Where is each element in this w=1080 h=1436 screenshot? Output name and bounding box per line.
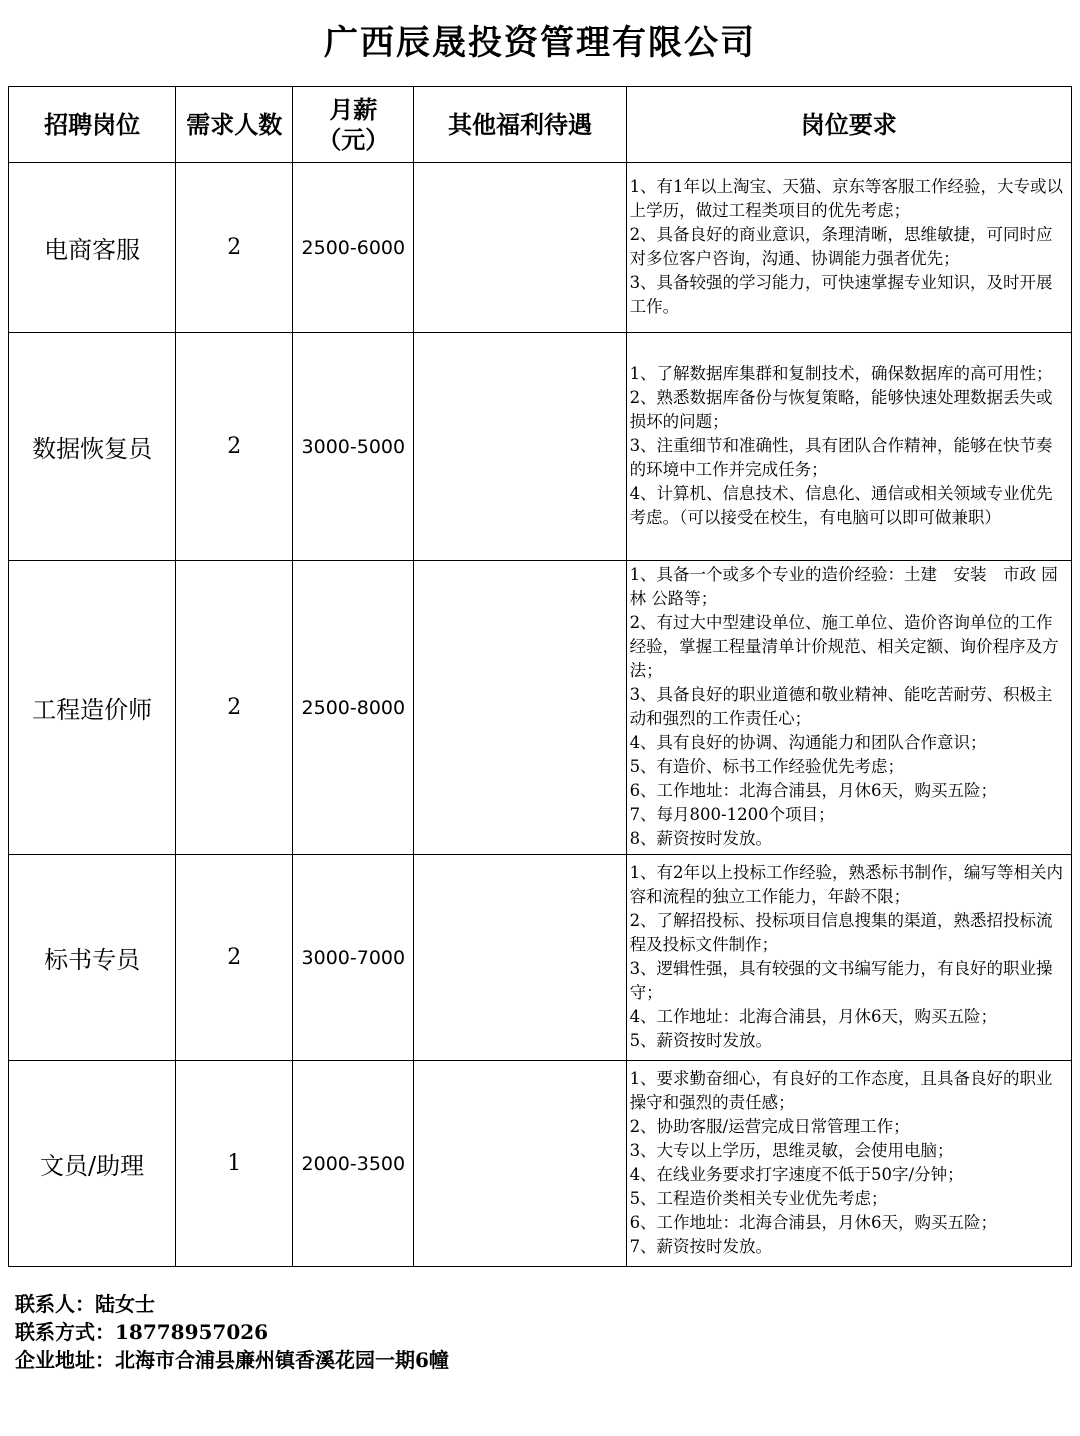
cell-salary: 2000-3500 [293, 1061, 414, 1267]
table-row [9, 855, 1072, 1061]
header-salary [293, 87, 414, 163]
cell-requirements [626, 1061, 1071, 1267]
requirement-item: 5、工程造价类相关专业优先考虑； [629, 1189, 888, 1208]
requirement-item: 1、有2年以上投标工作经验，熟悉标书制作，编写等相关内容和流程的独立工作能力，年龄不限； [629, 863, 1064, 906]
header-salary-line1: 月薪 [329, 94, 378, 124]
requirement-item: 2、熟悉数据库备份与恢复策略，能够快速处理数据丢失或损坏的问题； [629, 388, 1053, 431]
requirement-item: 1、了解数据库集群和复制技术，确保数据库的高可用性； [629, 364, 1053, 383]
cell-benefits [414, 1061, 626, 1267]
cell-position: 标书专员 [9, 855, 176, 1061]
cell-position: 数据恢复员 [9, 333, 176, 561]
requirement-item: 3、注重细节和准确性，具有团队合作精神，能够在快节奏的环境中工作并完成任务； [629, 436, 1053, 479]
cell-benefits [414, 163, 626, 333]
cell-benefits [414, 855, 626, 1061]
cell-requirements [626, 855, 1071, 1061]
requirement-item: 4、在线业务要求打字速度不低于50字/分钟； [629, 1165, 964, 1184]
requirement-item: 7、每月800-1200个项目； [629, 805, 835, 824]
requirement-item: 6、工作地址：北海合浦县，月休6天，购买五险； [629, 1213, 998, 1232]
cell-count: 2 [176, 163, 293, 333]
cell-requirements [626, 163, 1071, 333]
header-benefits: 其他福利待遇 [414, 87, 626, 163]
requirement-item: 8、薪资按时发放。 [629, 829, 773, 848]
contact-person: 联系人：陆女士 [15, 1292, 155, 1316]
header-salary-line2: （元） [317, 124, 390, 154]
requirement-item: 2、协助客服/运营完成日常管理工作； [629, 1117, 910, 1136]
cell-count: 2 [176, 855, 293, 1061]
requirement-item: 7、薪资按时发放。 [629, 1237, 773, 1256]
contact-phone: 联系方式：18778957026 [15, 1320, 269, 1344]
requirement-item: 1、有1年以上淘宝、天猫、京东等客服工作经验，大专或以上学历，做过工程类项目的优先考虑； [629, 177, 1064, 220]
requirement-item: 2、有过大中型建设单位、施工单位、造价咨询单位的工作经验，掌握工程量清单计价规范、相关定额、询价程序及方法； [629, 613, 1059, 680]
table-row [9, 163, 1072, 333]
cell-count: 1 [176, 1061, 293, 1267]
contact-info [15, 1290, 449, 1374]
requirement-item: 4、计算机、信息技术、信息化、通信或相关领域专业优先考虑。（可以接受在校生，有电脑可以即可做兼职） [629, 484, 1053, 527]
requirement-item: 4、工作地址：北海合浦县，月休6天，购买五险； [629, 1007, 998, 1026]
cell-salary: 2500-6000 [293, 163, 414, 333]
page-title: 广西辰晟投资管理有限公司 [324, 23, 756, 63]
requirement-item: 6、工作地址：北海合浦县，月休6天，购买五险； [629, 781, 998, 800]
cell-position: 电商客服 [9, 163, 176, 333]
cell-position: 文员/助理 [9, 1061, 176, 1267]
requirement-item: 4、具有良好的协调、沟通能力和团队合作意识； [629, 733, 987, 752]
table-header-row [9, 87, 1072, 163]
cell-count: 2 [176, 561, 293, 855]
cell-requirements [626, 561, 1071, 855]
requirement-item: 1、要求勤奋细心，有良好的工作态度，且具备良好的职业操守和强烈的责任感； [629, 1069, 1053, 1112]
header-requirements: 岗位要求 [626, 87, 1071, 163]
cell-benefits [414, 561, 626, 855]
job-rows [9, 163, 1072, 1267]
contact-address: 企业地址：北海市合浦县廉州镇香溪花园一期6幢 [15, 1348, 449, 1372]
requirement-item: 3、逻辑性强，具有较强的文书编写能力，有良好的职业操守； [629, 959, 1053, 1002]
requirement-item: 3、具备较强的学习能力，可快速掌握专业知识，及时开展工作。 [629, 273, 1053, 316]
table-row [9, 333, 1072, 561]
cell-salary: 2500-8000 [293, 561, 414, 855]
requirement-item: 2、具备良好的商业意识，条理清晰，思维敏捷，可同时应对多位客户咨询，沟通、协调能力强者优先； [629, 225, 1053, 268]
requirement-item: 1、具备一个或多个专业的造价经验：土建 安装 市政 园林 公路等； [629, 565, 1058, 608]
cell-requirements [626, 333, 1071, 561]
table-row [9, 1061, 1072, 1267]
requirement-item: 3、大专以上学历，思维灵敏，会使用电脑； [629, 1141, 954, 1160]
cell-salary: 3000-7000 [293, 855, 414, 1061]
table-row [9, 561, 1072, 855]
cell-count: 2 [176, 333, 293, 561]
header-count: 需求人数 [176, 87, 293, 163]
header-position: 招聘岗位 [9, 87, 176, 163]
cell-salary: 3000-5000 [293, 333, 414, 561]
requirement-item: 5、有造价、标书工作经验优先考虑； [629, 757, 905, 776]
requirement-item: 3、具备良好的职业道德和敬业精神、能吃苦耐劳、积极主动和强烈的工作责任心； [629, 685, 1053, 728]
cell-position: 工程造价师 [9, 561, 176, 855]
cell-benefits [414, 333, 626, 561]
job-table [8, 86, 1072, 1267]
requirement-item: 5、薪资按时发放。 [629, 1031, 773, 1050]
requirement-item: 2、了解招投标、投标项目信息搜集的渠道，熟悉招投标流程及投标文件制作； [629, 911, 1053, 954]
